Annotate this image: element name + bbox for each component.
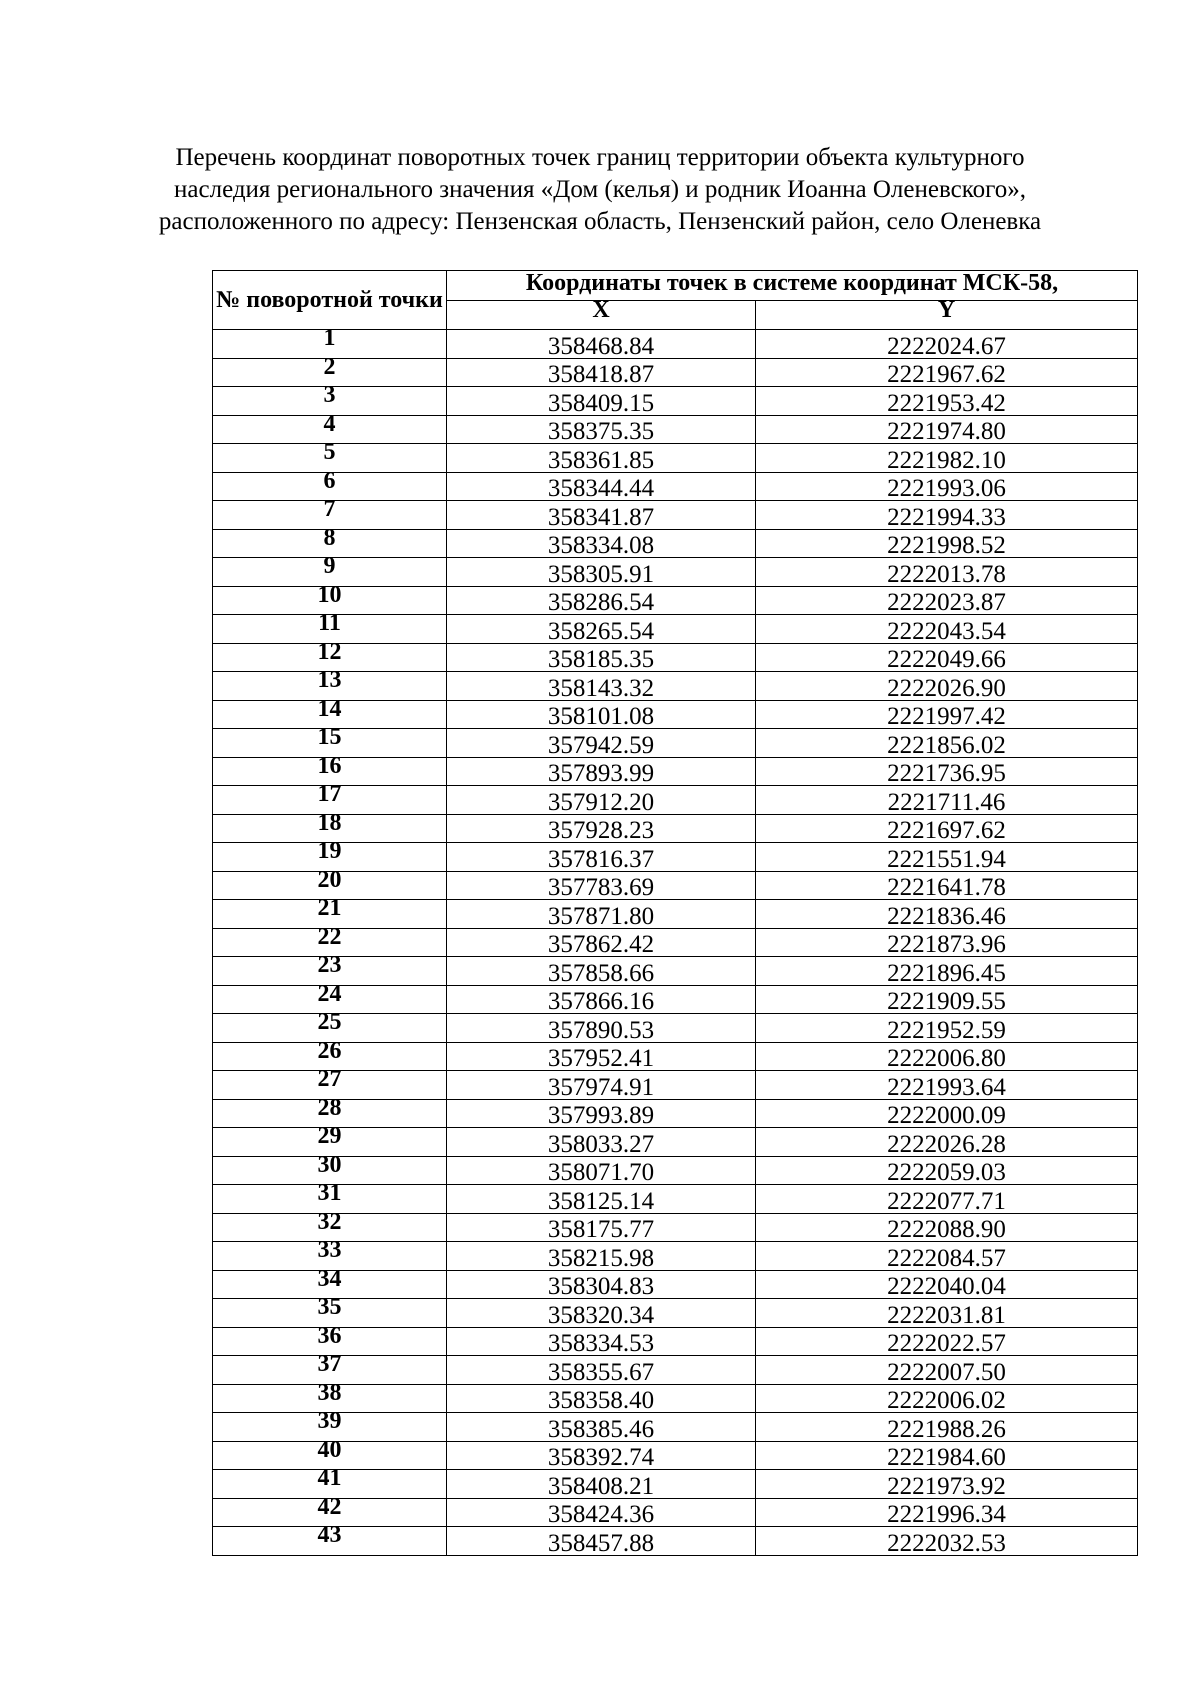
point-number-cell: 2: [213, 358, 447, 387]
point-number-cell: 12: [213, 643, 447, 672]
y-coordinate-cell: 2221551.94: [756, 843, 1138, 872]
point-number-cell: 5: [213, 444, 447, 473]
y-coordinate-cell: 2222049.66: [756, 643, 1138, 672]
table-row: [213, 586, 1138, 615]
x-coordinate-cell: 358468.84: [447, 330, 756, 359]
table-row: [213, 415, 1138, 444]
x-coordinate-cell: 357783.69: [447, 871, 756, 900]
y-coordinate-cell: 2222032.53: [756, 1527, 1138, 1556]
y-coordinate-cell: 2221873.96: [756, 928, 1138, 957]
y-coordinate-cell: 2221973.92: [756, 1470, 1138, 1499]
table-row: [213, 1441, 1138, 1470]
table-row: [213, 1299, 1138, 1328]
x-coordinate-cell: 357816.37: [447, 843, 756, 872]
point-number-cell: 18: [213, 814, 447, 843]
y-coordinate-cell: 2221697.62: [756, 814, 1138, 843]
point-number-cell: 8: [213, 529, 447, 558]
table-row: [213, 1498, 1138, 1527]
y-coordinate-cell: 2222077.71: [756, 1185, 1138, 1214]
y-coordinate-cell: 2221984.60: [756, 1441, 1138, 1470]
table-row: [213, 501, 1138, 530]
point-number-cell: 13: [213, 672, 447, 701]
table-row: [213, 615, 1138, 644]
x-coordinate-cell: 358334.53: [447, 1327, 756, 1356]
y-coordinate-cell: 2222031.81: [756, 1299, 1138, 1328]
y-coordinate-cell: 2221967.62: [756, 358, 1138, 387]
table-row: [213, 957, 1138, 986]
table-row: [213, 900, 1138, 929]
table-row: [213, 1384, 1138, 1413]
point-number-cell: 29: [213, 1128, 447, 1157]
x-coordinate-cell: 357952.41: [447, 1042, 756, 1071]
x-coordinate-cell: 357862.42: [447, 928, 756, 957]
table-header: [213, 271, 1138, 330]
x-coordinate-cell: 358409.15: [447, 387, 756, 416]
y-coordinate-cell: 2221896.45: [756, 957, 1138, 986]
x-coordinate-cell: 358304.83: [447, 1270, 756, 1299]
table-row: [213, 1470, 1138, 1499]
x-coordinate-cell: 358341.87: [447, 501, 756, 530]
y-coordinate-cell: 2222006.80: [756, 1042, 1138, 1071]
table-row: [213, 1270, 1138, 1299]
x-coordinate-cell: 358392.74: [447, 1441, 756, 1470]
table-row: [213, 444, 1138, 473]
header-point-number: № поворотной точки: [213, 271, 447, 330]
y-coordinate-cell: 2221997.42: [756, 700, 1138, 729]
y-coordinate-cell: 2222000.09: [756, 1099, 1138, 1128]
y-coordinate-cell: 2221641.78: [756, 871, 1138, 900]
point-number-cell: 11: [213, 615, 447, 644]
y-coordinate-cell: 2222006.02: [756, 1384, 1138, 1413]
title-line-3: расположенного по адресу: Пензенская область, Пензенский район, село Оленевка: [158, 208, 1042, 235]
point-number-cell: 6: [213, 472, 447, 501]
table-row: [213, 358, 1138, 387]
x-coordinate-cell: 358457.88: [447, 1527, 756, 1556]
x-coordinate-cell: 358143.32: [447, 672, 756, 701]
x-coordinate-cell: 357893.99: [447, 757, 756, 786]
table-row: [213, 1356, 1138, 1385]
table-row: [213, 1099, 1138, 1128]
x-coordinate-cell: 358418.87: [447, 358, 756, 387]
table-row: [213, 786, 1138, 815]
y-coordinate-cell: 2222013.78: [756, 558, 1138, 587]
table-row: [213, 871, 1138, 900]
x-coordinate-cell: 357928.23: [447, 814, 756, 843]
x-coordinate-cell: 358361.85: [447, 444, 756, 473]
x-coordinate-cell: 358265.54: [447, 615, 756, 644]
table-row: [213, 672, 1138, 701]
x-coordinate-cell: 357858.66: [447, 957, 756, 986]
x-coordinate-cell: 358424.36: [447, 1498, 756, 1527]
point-number-cell: 16: [213, 757, 447, 786]
x-coordinate-cell: 358385.46: [447, 1413, 756, 1442]
y-coordinate-cell: 2222059.03: [756, 1156, 1138, 1185]
table-row: [213, 472, 1138, 501]
point-number-cell: 36: [213, 1327, 447, 1356]
x-coordinate-cell: 358320.34: [447, 1299, 756, 1328]
table-row: [213, 843, 1138, 872]
point-number-cell: 42: [213, 1498, 447, 1527]
point-number-cell: 28: [213, 1099, 447, 1128]
point-number-cell: 33: [213, 1242, 447, 1271]
y-coordinate-cell: 2221974.80: [756, 415, 1138, 444]
table-row: [213, 700, 1138, 729]
y-coordinate-cell: 2221856.02: [756, 729, 1138, 758]
y-coordinate-cell: 2221736.95: [756, 757, 1138, 786]
point-number-cell: 26: [213, 1042, 447, 1071]
x-coordinate-cell: 358375.35: [447, 415, 756, 444]
x-coordinate-cell: 358101.08: [447, 700, 756, 729]
table-row: [213, 928, 1138, 957]
x-coordinate-cell: 357871.80: [447, 900, 756, 929]
x-coordinate-cell: 358408.21: [447, 1470, 756, 1499]
table-row: [213, 1156, 1138, 1185]
table-row: [213, 1042, 1138, 1071]
point-number-cell: 35: [213, 1299, 447, 1328]
point-number-cell: 3: [213, 387, 447, 416]
y-coordinate-cell: 2221998.52: [756, 529, 1138, 558]
x-coordinate-cell: 358305.91: [447, 558, 756, 587]
table-row: [213, 985, 1138, 1014]
x-coordinate-cell: 358215.98: [447, 1242, 756, 1271]
x-coordinate-cell: 358175.77: [447, 1213, 756, 1242]
header-x: X: [447, 300, 756, 330]
table-row: [213, 1213, 1138, 1242]
table-row: [213, 643, 1138, 672]
point-number-cell: 41: [213, 1470, 447, 1499]
point-number-cell: 1: [213, 330, 447, 359]
y-coordinate-cell: 2222040.04: [756, 1270, 1138, 1299]
x-coordinate-cell: 358355.67: [447, 1356, 756, 1385]
x-coordinate-cell: 358033.27: [447, 1128, 756, 1157]
table-row: [213, 814, 1138, 843]
coordinates-table: [212, 270, 1138, 1556]
header-y: Y: [756, 300, 1138, 330]
table-row: [213, 729, 1138, 758]
x-coordinate-cell: 358071.70: [447, 1156, 756, 1185]
y-coordinate-cell: 2222023.87: [756, 586, 1138, 615]
y-coordinate-cell: 2221953.42: [756, 387, 1138, 416]
x-coordinate-cell: 357866.16: [447, 985, 756, 1014]
y-coordinate-cell: 2221996.34: [756, 1498, 1138, 1527]
y-coordinate-cell: 2222007.50: [756, 1356, 1138, 1385]
point-number-cell: 32: [213, 1213, 447, 1242]
document-title: [60, 142, 1140, 238]
point-number-cell: 24: [213, 985, 447, 1014]
point-number-cell: 37: [213, 1356, 447, 1385]
point-number-cell: 31: [213, 1185, 447, 1214]
point-number-cell: 27: [213, 1071, 447, 1100]
point-number-cell: 14: [213, 700, 447, 729]
x-coordinate-cell: 358334.08: [447, 529, 756, 558]
y-coordinate-cell: 2222088.90: [756, 1213, 1138, 1242]
y-coordinate-cell: 2222026.28: [756, 1128, 1138, 1157]
y-coordinate-cell: 2222043.54: [756, 615, 1138, 644]
point-number-cell: 19: [213, 843, 447, 872]
header-coordinates: Координаты точек в системе координат МСК-58,: [447, 271, 1138, 301]
point-number-cell: 38: [213, 1384, 447, 1413]
table-row: [213, 387, 1138, 416]
x-coordinate-cell: 358286.54: [447, 586, 756, 615]
point-number-cell: 40: [213, 1441, 447, 1470]
x-coordinate-cell: 358344.44: [447, 472, 756, 501]
y-coordinate-cell: 2221711.46: [756, 786, 1138, 815]
y-coordinate-cell: 2222084.57: [756, 1242, 1138, 1271]
x-coordinate-cell: 357993.89: [447, 1099, 756, 1128]
table-row: [213, 1014, 1138, 1043]
y-coordinate-cell: 2222026.90: [756, 672, 1138, 701]
x-coordinate-cell: 357890.53: [447, 1014, 756, 1043]
point-number-cell: 22: [213, 928, 447, 957]
y-coordinate-cell: 2221993.06: [756, 472, 1138, 501]
y-coordinate-cell: 2221952.59: [756, 1014, 1138, 1043]
table-row: [213, 558, 1138, 587]
table-row: [213, 1527, 1138, 1556]
point-number-cell: 23: [213, 957, 447, 986]
table-row: [213, 1071, 1138, 1100]
x-coordinate-cell: 357912.20: [447, 786, 756, 815]
y-coordinate-cell: 2221988.26: [756, 1413, 1138, 1442]
y-coordinate-cell: 2221993.64: [756, 1071, 1138, 1100]
table-row: [213, 330, 1138, 359]
x-coordinate-cell: 357974.91: [447, 1071, 756, 1100]
table-row: [213, 1242, 1138, 1271]
table-row: [213, 757, 1138, 786]
table-row: [213, 1128, 1138, 1157]
y-coordinate-cell: 2222022.57: [756, 1327, 1138, 1356]
table-row: [213, 529, 1138, 558]
table-body: [213, 330, 1138, 1556]
point-number-cell: 9: [213, 558, 447, 587]
title-line-1: Перечень координат поворотных точек границ территории объекта культурного: [175, 144, 1025, 171]
y-coordinate-cell: 2221994.33: [756, 501, 1138, 530]
point-number-cell: 30: [213, 1156, 447, 1185]
point-number-cell: 34: [213, 1270, 447, 1299]
table-row: [213, 1413, 1138, 1442]
y-coordinate-cell: 2221909.55: [756, 985, 1138, 1014]
y-coordinate-cell: 2221836.46: [756, 900, 1138, 929]
point-number-cell: 17: [213, 786, 447, 815]
x-coordinate-cell: 357942.59: [447, 729, 756, 758]
y-coordinate-cell: 2222024.67: [756, 330, 1138, 359]
point-number-cell: 20: [213, 871, 447, 900]
x-coordinate-cell: 358185.35: [447, 643, 756, 672]
point-number-cell: 39: [213, 1413, 447, 1442]
point-number-cell: 43: [213, 1527, 447, 1556]
point-number-cell: 10: [213, 586, 447, 615]
point-number-cell: 7: [213, 501, 447, 530]
point-number-cell: 21: [213, 900, 447, 929]
y-coordinate-cell: 2221982.10: [756, 444, 1138, 473]
x-coordinate-cell: 358125.14: [447, 1185, 756, 1214]
point-number-cell: 15: [213, 729, 447, 758]
point-number-cell: 4: [213, 415, 447, 444]
title-line-2: наследия регионального значения «Дом (келья) и родник Иоанна Оленевского»,: [174, 176, 1026, 203]
x-coordinate-cell: 358358.40: [447, 1384, 756, 1413]
table-row: [213, 1327, 1138, 1356]
point-number-cell: 25: [213, 1014, 447, 1043]
table-row: [213, 1185, 1138, 1214]
